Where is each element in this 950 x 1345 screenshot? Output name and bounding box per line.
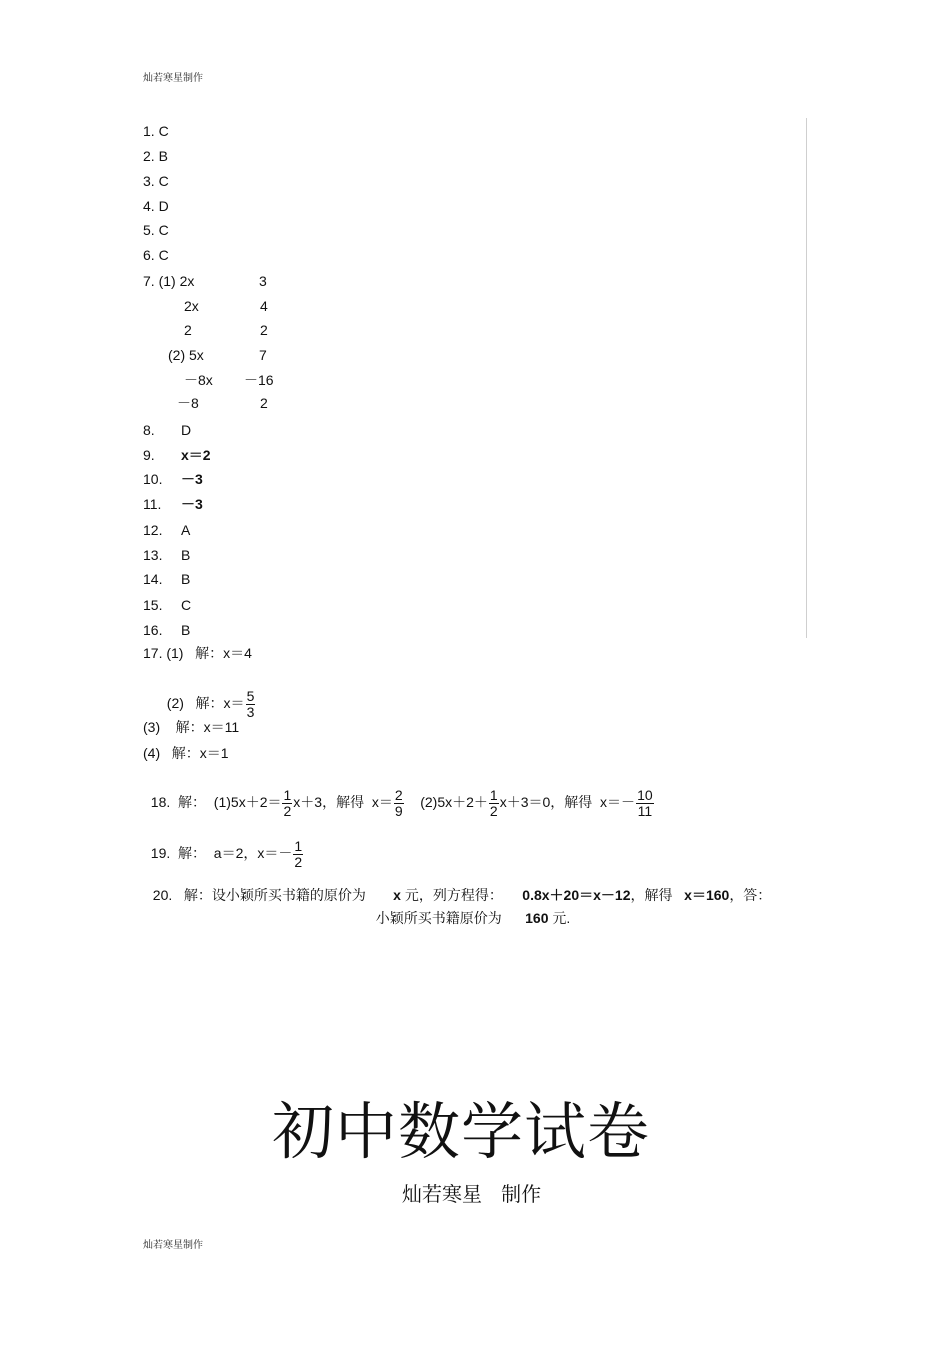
answer-11-value: －3 <box>181 496 203 512</box>
fraction: $\frac{10}{11}$ <box>637 787 653 819</box>
answer-20-line-1: 20. 解：设小颖所买书籍的原价为 x 元，列方程得： 0.8x＋20＝x－12，解得 x＝160，答： <box>152 887 772 903</box>
answer-9-value: x＝2 <box>181 447 211 463</box>
answer-6: 6. C <box>143 247 169 263</box>
answer-9-number: 9. <box>143 447 155 463</box>
answer-17-part-3: (3) 解：x＝11 <box>143 719 240 735</box>
page-header: 灿若寒星制作 <box>143 73 203 84</box>
answer-3: 3. C <box>143 173 169 189</box>
answer-13-number: 13. <box>143 547 163 563</box>
answer-10-number: 10. <box>143 471 163 487</box>
answer-7-cell: 4 <box>260 298 268 314</box>
answer-7-cell: －16 <box>244 372 274 388</box>
answer-7-cell: 2 <box>184 322 192 338</box>
answer-18: 18. 解： (1)5x＋2＝ $\frac{1}{2}$ x＋3，解得 x＝ $\frac{2}{9}$ (2)5x＋2＋ $\frac{1}{2}$ x＋3＝0，解得 x＝－ $\frac{10}{11}$ <box>150 787 653 819</box>
answer-5: 5. C <box>143 222 169 238</box>
answer-14-number: 14. <box>143 571 163 587</box>
answer-16-value: B <box>181 622 191 638</box>
answer-10-value: －3 <box>181 471 203 487</box>
answer-7-cell: (2) 5x <box>168 347 204 363</box>
fraction: $\frac{2}{9}$ <box>394 787 403 819</box>
answer-7-cell: 7 <box>259 347 267 363</box>
answer-1: 1. C <box>143 123 169 139</box>
answer-17-part-2-text: (2) 解：x＝ <box>166 695 245 712</box>
answer-7-label: 7. (1) 2x <box>143 273 195 289</box>
vertical-rule <box>806 118 807 638</box>
answer-11-number: 11. <box>143 496 162 512</box>
answer-8-value: D <box>181 422 192 438</box>
page-footer: 灿若寒星制作 <box>143 1240 203 1251</box>
answer-8-number: 8. <box>143 422 155 438</box>
answer-15-number: 15. <box>143 597 163 613</box>
answer-12-number: 12. <box>143 522 163 538</box>
answer-7-cell: 3 <box>259 273 267 289</box>
answer-7-cell: 2 <box>260 322 268 338</box>
answer-7-cell: 2 <box>260 395 268 411</box>
answer-7-cell: 2x <box>184 298 199 314</box>
answer-13-value: B <box>181 547 191 563</box>
answer-17-part-2 <box>159 673 256 720</box>
answer-17-part-4: (4) 解：x＝1 <box>143 745 229 761</box>
answer-16-number: 16. <box>143 622 163 638</box>
answer-17-part-1: 17. (1) 解：x＝4 <box>143 645 252 661</box>
answer-2: 2. B <box>143 148 168 164</box>
answer-12-value: A <box>181 522 191 538</box>
fraction: $\frac{1}{2}$ <box>294 838 303 870</box>
fraction: $\frac{5}{3}$ <box>246 688 255 720</box>
answer-14-value: B <box>181 571 191 587</box>
cover-title: 初中数学试卷 <box>272 1095 651 1168</box>
answer-7-cell: －8 <box>177 395 199 411</box>
cover-subtitle: 灿若寒星 制作 <box>402 1182 542 1206</box>
answer-19: 19. 解： a＝2，x＝－ $\frac{1}{2}$ <box>150 838 303 870</box>
answer-15-value: C <box>181 597 192 613</box>
answer-20-line-2: 小颖所买书籍原价为 160 元. <box>375 910 571 926</box>
answer-7-cell: －8x <box>184 372 213 388</box>
answer-4: 4. D <box>143 198 169 214</box>
fraction: $\frac{1}{2}$ <box>489 787 498 819</box>
fraction: $\frac{1}{2}$ <box>283 787 292 819</box>
